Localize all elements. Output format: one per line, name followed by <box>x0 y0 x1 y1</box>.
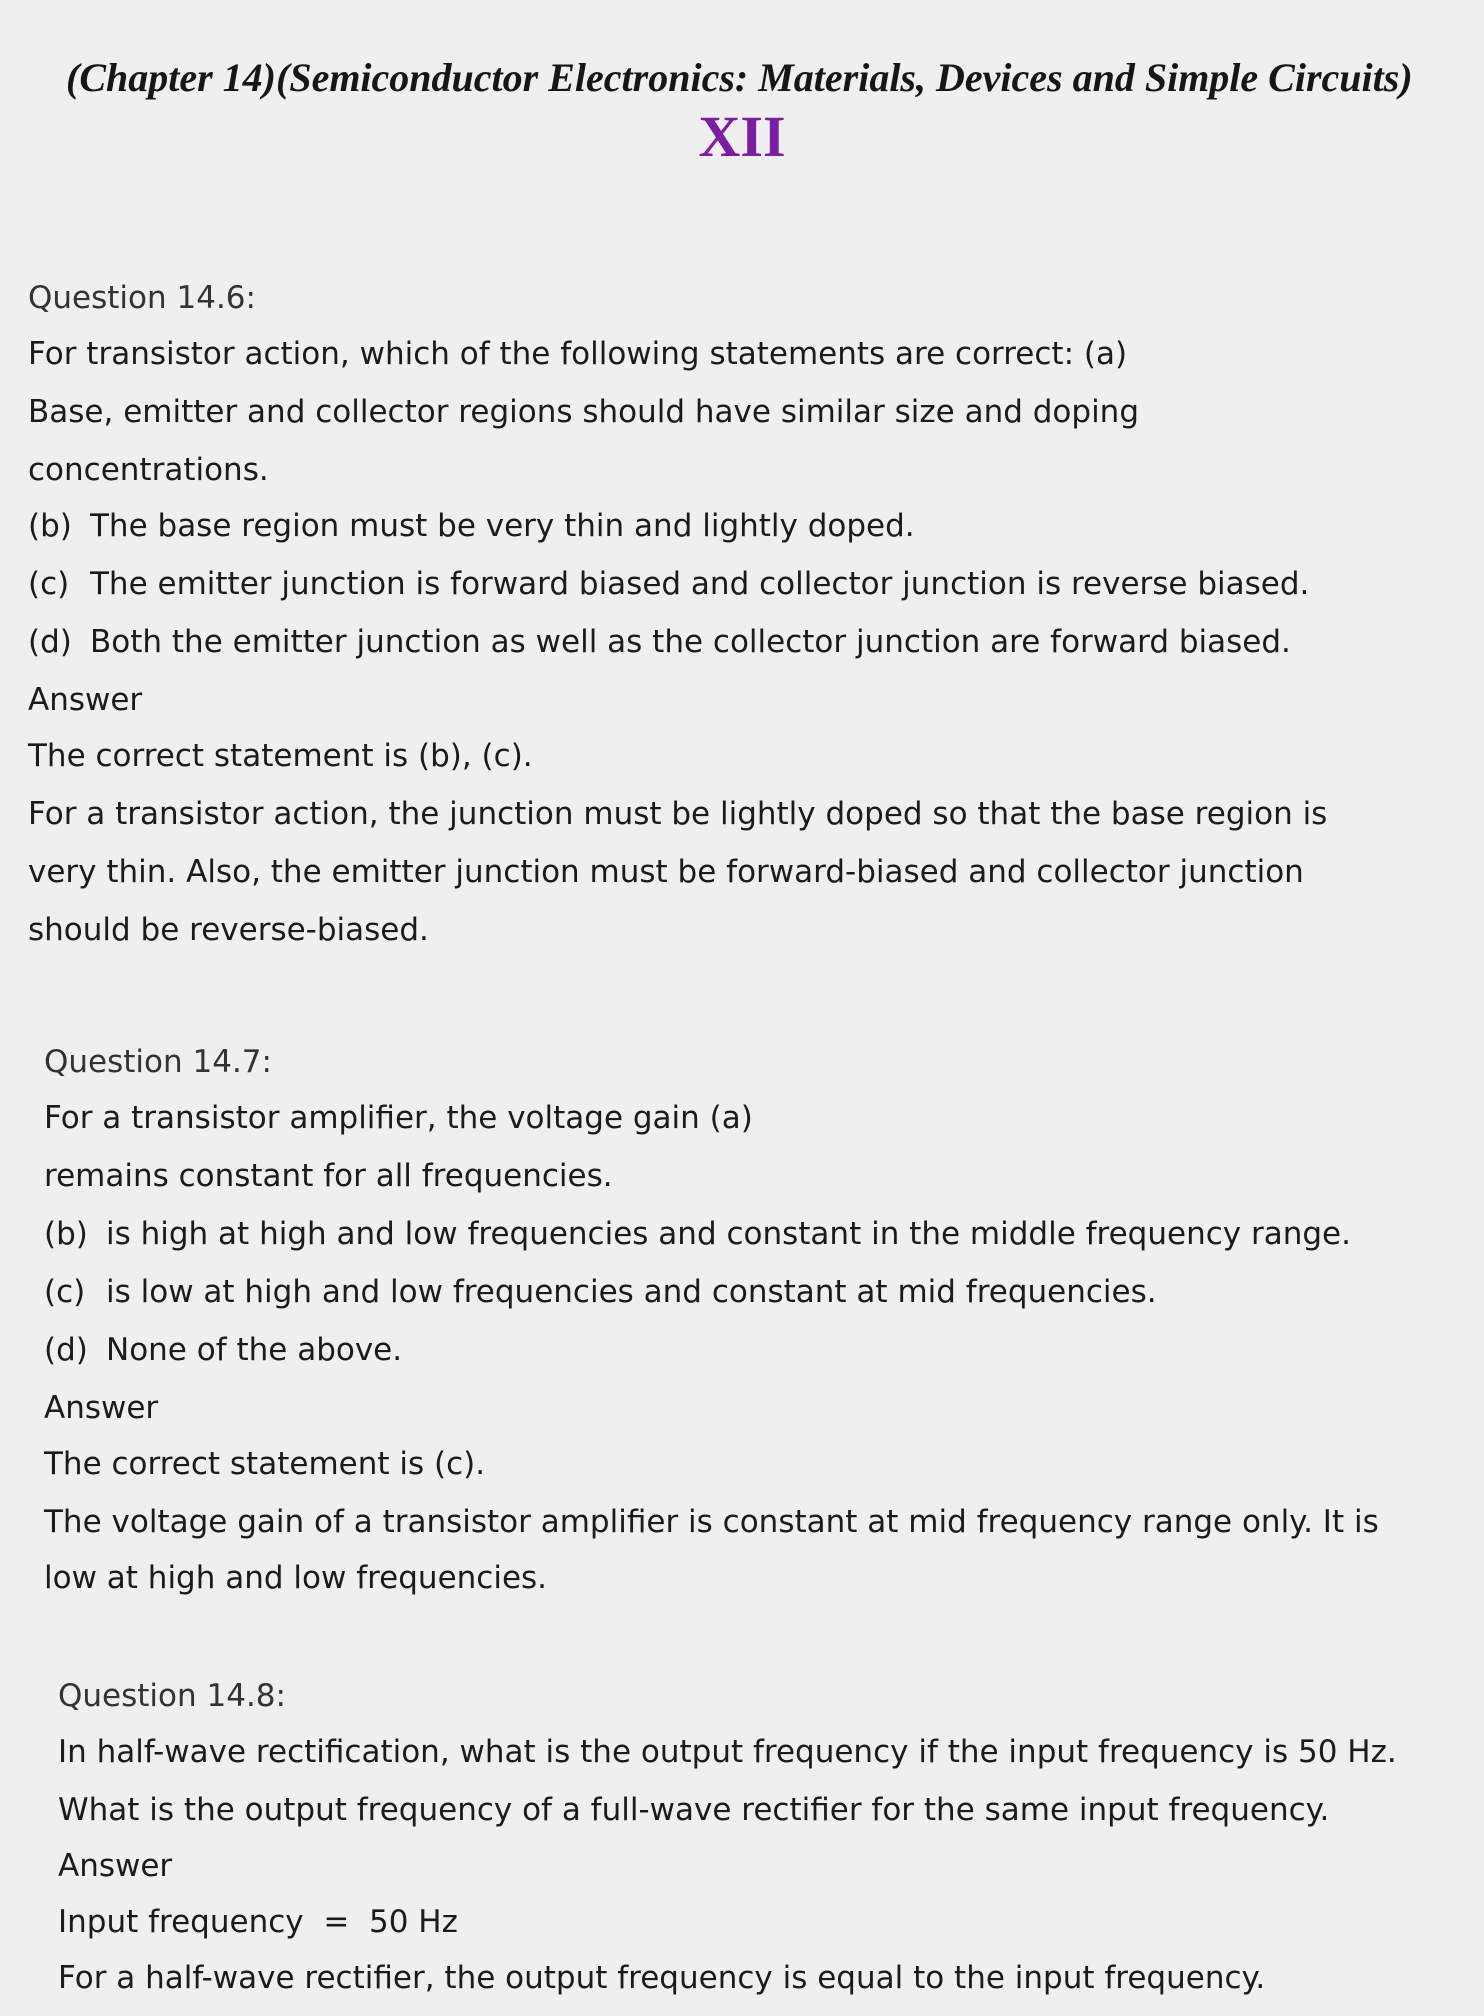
option-text: The base region must be very thin and lightly doped. <box>90 508 915 544</box>
option-text: is high at high and low frequencies and constant in the middle frequency range. <box>106 1216 1351 1252</box>
question-number: Question 14.6: <box>28 280 256 316</box>
option-text: is low at high and low frequencies and constant at mid frequencies. <box>106 1274 1157 1310</box>
answer-label: Answer <box>28 682 143 718</box>
question-number: Question 14.8: <box>58 1678 286 1714</box>
option-d <box>44 1330 402 1370</box>
question-stem-line: remains constant for all frequencies. <box>44 1158 613 1194</box>
option-c <box>28 564 1309 604</box>
option-text: The emitter junction is forward biased and collector junction is reverse biased. <box>90 566 1310 602</box>
question-stem-line: What is the output frequency of a full-wave rectifier for the same input frequency. <box>58 1792 1330 1828</box>
answer-line: The correct statement is (c). <box>44 1446 486 1482</box>
option-text: None of the above. <box>106 1332 403 1368</box>
question-stem-line: For a transistor amplifier, the voltage gain (a) <box>44 1100 753 1136</box>
answer-line: should be reverse-biased. <box>28 912 429 948</box>
question-number: Question 14.7: <box>44 1044 272 1080</box>
option-text: Both the emitter junction as well as the collector junction are forward biased. <box>90 624 1291 660</box>
answer-line: The correct statement is (b), (c). <box>28 738 533 774</box>
question-stem-line: In half-wave rectification, what is the output frequency if the input frequency is 50 Hz. <box>58 1734 1397 1770</box>
question-stem-line: For transistor action, which of the following statements are correct: (a) <box>28 336 1128 372</box>
answer-line: Input frequency = 50 Hz <box>58 1904 458 1940</box>
class-label: XII <box>698 104 786 169</box>
option-letter: (d) <box>28 624 72 660</box>
answer-line: low at high and low frequencies. <box>44 1560 548 1596</box>
answer-label: Answer <box>44 1390 159 1426</box>
answer-line: very thin. Also, the emitter junction must be forward-biased and collector junction <box>28 854 1304 890</box>
question-stem-line: Base, emitter and collector regions should have similar size and doping <box>28 394 1140 430</box>
answer-line: The voltage gain of a transistor amplifier is constant at mid frequency range only. It is <box>44 1504 1379 1540</box>
answer-label: Answer <box>58 1848 173 1884</box>
option-letter: (d) <box>44 1332 88 1368</box>
option-b <box>28 506 915 546</box>
answer-line: For a transistor action, the junction must be lightly doped so that the base region is <box>28 796 1328 832</box>
question-stem-line: concentrations. <box>28 452 269 488</box>
option-c <box>44 1272 1157 1312</box>
option-letter: (b) <box>44 1216 88 1252</box>
answer-line: For a half-wave rectifier, the output frequency is equal to the input frequency. <box>58 1960 1266 1996</box>
option-letter: (c) <box>44 1274 86 1310</box>
option-letter: (c) <box>28 566 70 602</box>
option-b <box>44 1214 1351 1254</box>
chapter-title: (Chapter 14)(Semiconductor Electronics: Materials, Devices and Simple Circuits) <box>66 55 1413 100</box>
option-d <box>28 622 1291 662</box>
option-letter: (b) <box>28 508 72 544</box>
